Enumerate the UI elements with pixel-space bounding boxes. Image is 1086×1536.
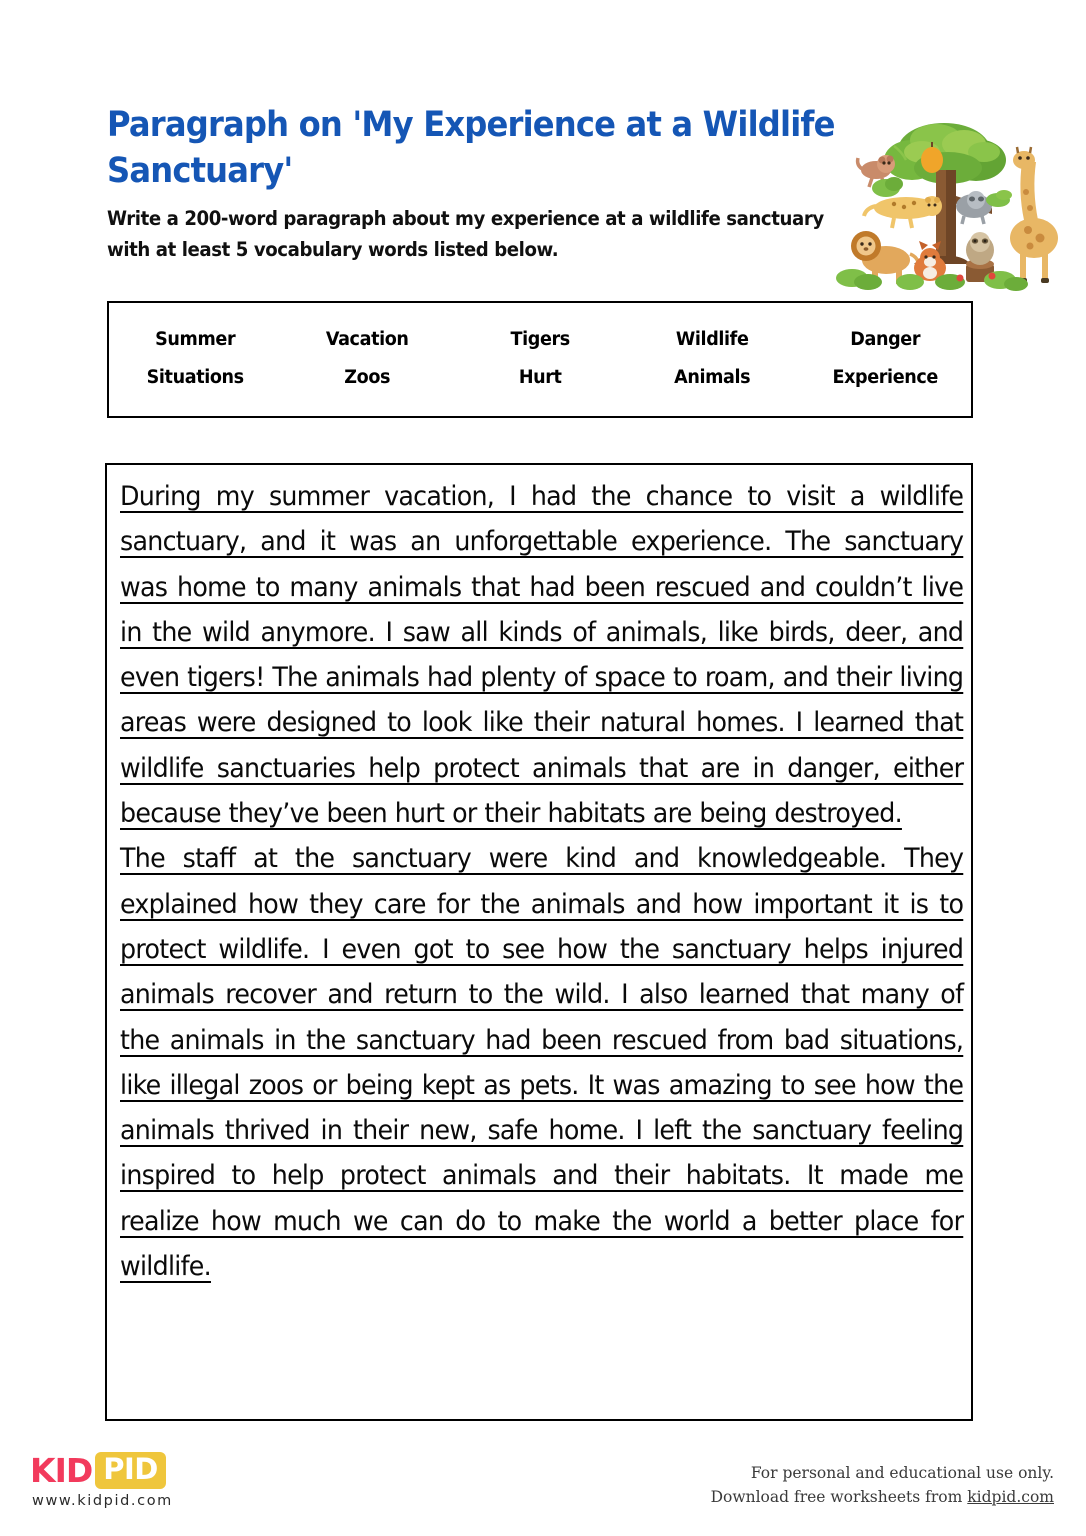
vocabulary-word: Situations (146, 367, 244, 388)
kidpid-logo[interactable] (30, 1452, 330, 1509)
paragraph-answer-box[interactable] (105, 463, 973, 1421)
wildlife-tree-animals-illustration (824, 112, 1076, 292)
footer-note-prefix: Download free worksheets from (710, 1488, 968, 1507)
vocabulary-word-box (107, 301, 973, 418)
leopard-icon (864, 196, 942, 228)
vocabulary-word: Wildlife (676, 329, 749, 350)
logo-pid-badge: PID (95, 1452, 166, 1489)
sloth-branch-icon (956, 191, 992, 224)
vocabulary-word: Summer (155, 329, 236, 350)
paragraph-2: The staff at the sanctuary were kind and knowledgeable. They explained how they care for the animals and how important it is to protect wildlife. I even got to see how the sanctuary helps injured animals recover and return to the wild. I also learned that many of the animals in the sanctuary had been rescued from bad situations, like illegal zoos or being kept as pets. It was amazing to see how the animals thrived in their new, safe home. I left the sanctuary feeling inspired to help protect animals and their habitats. It made me realize how much we can do to make the world a better place for wildlife. (120, 843, 964, 1283)
logo-mark (30, 1452, 330, 1488)
page-title: Paragraph on 'My Experience at a Wildlife Sanctuary' (107, 105, 835, 191)
worksheet-header (107, 103, 867, 265)
vocabulary-row (109, 367, 971, 388)
paragraph-answer-text (120, 474, 963, 1289)
vocabulary-word: Hurt (518, 367, 562, 388)
vocabulary-word: Danger (849, 329, 920, 350)
giraffe-icon (1010, 147, 1058, 283)
vocabulary-row (109, 329, 971, 350)
vocabulary-word: Vacation (326, 329, 409, 350)
logo-website-url: www.kidpid.com (32, 1493, 173, 1509)
vocabulary-word: Zoos (344, 367, 391, 388)
worksheet-instructions: Write a 200-word paragraph about my experience at a wildlife sanctuary with at least 5 vocabulary words listed below. (107, 207, 824, 262)
vocabulary-word: Animals (674, 367, 751, 388)
footer-usage-note (711, 1461, 1054, 1509)
footer-note-line-2 (711, 1485, 1054, 1509)
kidpid-link[interactable]: kidpid.com (967, 1488, 1054, 1507)
footer-note-line-1: For personal and educational use only. (750, 1464, 1054, 1482)
logo-kid-text: KID (30, 1450, 93, 1490)
vocabulary-word: Experience (832, 367, 938, 388)
vocabulary-word: Tigers (510, 329, 570, 350)
paragraph-1: During my summer vacation, I had the chance to visit a wildlife sanctuary, and it was an unforgettable experience. The sanctuary was home to many animals that had been rescued and couldn’t live in the wild anymore. I saw all kinds of animals, like birds, deer, and even tigers! The animals had plenty of space to roam, and their living areas were designed to look like their natural homes. I learned that wildlife sanctuaries help protect animals that are in danger, either because they’ve been hurt or their habitats are being destroyed. (120, 481, 964, 830)
